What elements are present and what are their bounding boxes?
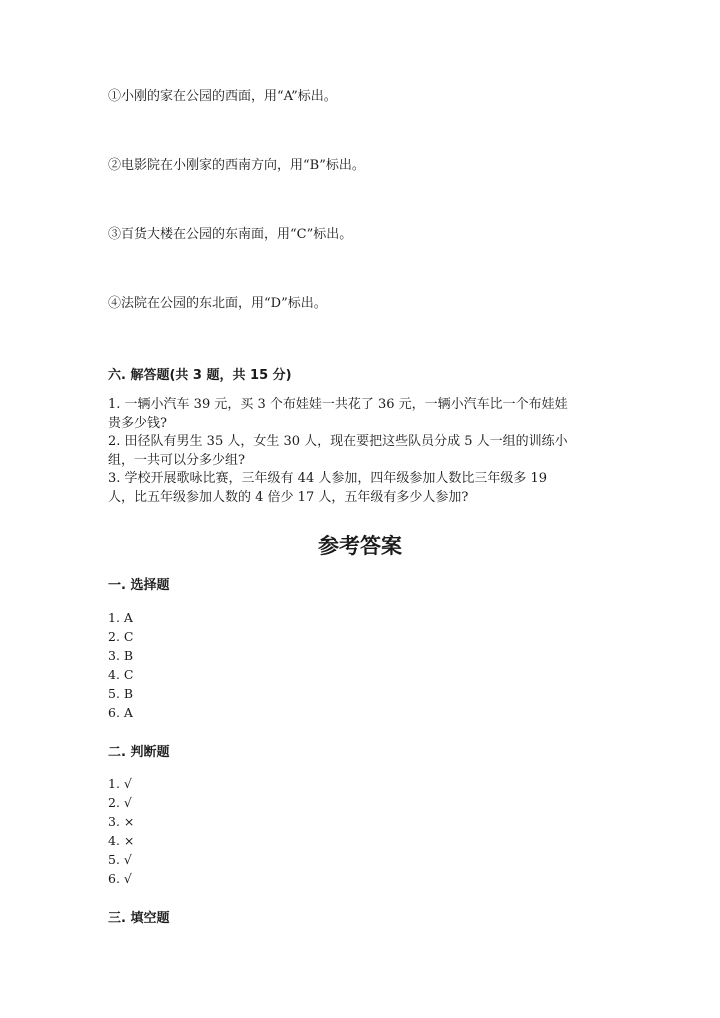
- answers-section-1-list: [108, 608, 133, 722]
- question-1-line-2: 贵多少钱?: [108, 415, 167, 431]
- list-item: 4. ×: [108, 833, 135, 848]
- question-2-line-1: 2. 田径队有男生 35 人，女生 30 人，现在要把这些队员分成 5 人一组的训练小: [108, 434, 568, 449]
- answers-section-1-heading: 一. 选择题: [108, 578, 170, 593]
- map-task-4: ④法院在公园的东北面，用“D”标出。: [108, 296, 327, 311]
- question-3-line-2: 人，比五年级参加人数的 4 倍少 17 人，五年级有多少人参加?: [108, 489, 469, 505]
- list-item: 5. √: [108, 852, 132, 867]
- answers-section-3-heading: 三. 填空题: [108, 911, 170, 926]
- list-item: 3. ×: [108, 814, 135, 829]
- list-item: 6. √: [108, 871, 132, 886]
- list-item: 1. √: [108, 776, 132, 791]
- question-1-line-1: 1. 一辆小汽车 39 元，买 3 个布娃娃一共花了 36 元，一辆小汽车比一个布娃娃: [108, 397, 568, 412]
- answer-key-title: 参考答案: [318, 534, 402, 558]
- list-item: 2. √: [108, 795, 132, 810]
- question-3-line-1: 3. 学校开展歌咏比赛，三年级有 44 人参加，四年级参加人数比三年级多 19: [108, 471, 548, 486]
- list-item: 4. C: [108, 667, 134, 682]
- list-item: 2. C: [108, 629, 134, 644]
- question-2-line-2: 组，一共可以分多少组?: [108, 452, 245, 468]
- list-item: 6. A: [108, 705, 133, 720]
- list-item: 5. B: [108, 686, 134, 701]
- list-item: 1. A: [108, 610, 133, 625]
- section-6-heading: 六. 解答题(共 3 题，共 15 分): [108, 368, 292, 383]
- section-6-questions: [108, 396, 613, 507]
- map-task-1: ①小刚的家在公园的西面，用“A”标出。: [108, 89, 337, 104]
- answers-section-2-heading: 二. 判断题: [108, 745, 170, 760]
- list-item: 3. B: [108, 648, 134, 663]
- map-task-2: ②电影院在小刚家的西南方向，用“B”标出。: [108, 158, 365, 173]
- answers-section-2-list: [108, 774, 134, 888]
- map-task-3: ③百货大楼在公园的东南面，用“C”标出。: [108, 227, 353, 242]
